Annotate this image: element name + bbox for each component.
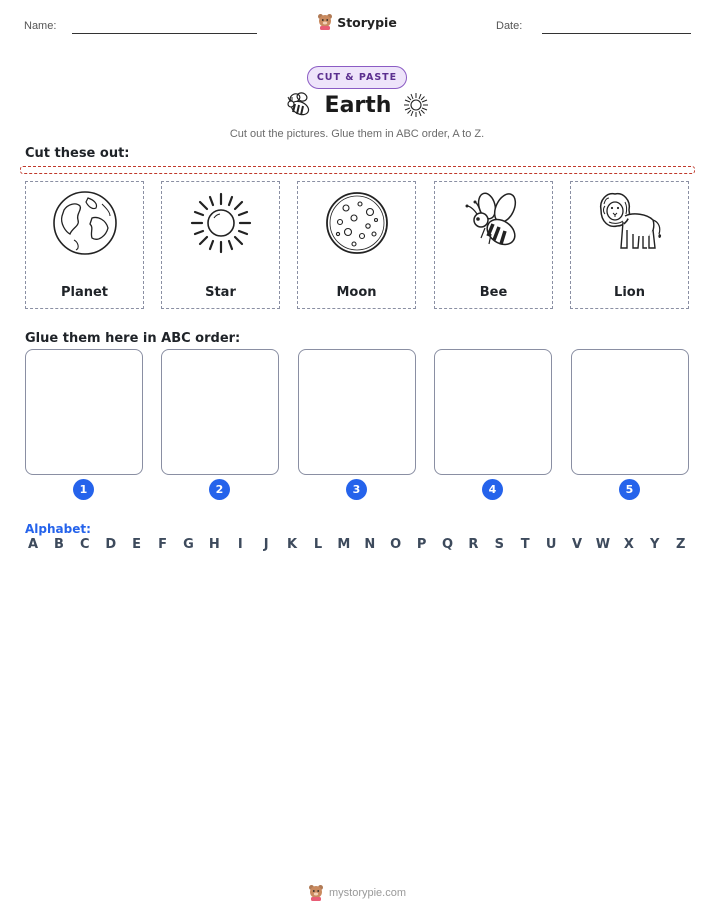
- alphabet-letter: U: [545, 537, 557, 552]
- alphabet-letter: D: [105, 537, 117, 552]
- order-number-1: 1: [73, 479, 94, 500]
- alphabet-letter: R: [468, 537, 479, 552]
- glue-box-2[interactable]: [161, 349, 279, 475]
- cut-line: [20, 166, 695, 174]
- cut-paste-badge: CUT & PASTE: [307, 66, 407, 89]
- planet-icon: [52, 190, 118, 256]
- cut-card-bee[interactable]: [434, 181, 553, 309]
- bee-icon: [285, 92, 313, 118]
- name-line: [72, 33, 257, 34]
- alphabet-letter: M: [337, 537, 351, 552]
- alphabet-letter: N: [364, 537, 376, 552]
- cut-card-label: Star: [205, 285, 236, 300]
- glue-box-5[interactable]: [571, 349, 689, 475]
- footer: [0, 884, 714, 902]
- alphabet-letter: I: [237, 537, 243, 552]
- alphabet-letter: Y: [650, 537, 660, 552]
- alphabet-letter: T: [520, 537, 530, 552]
- date-label: Date:: [496, 20, 523, 32]
- alphabet-letter: V: [572, 537, 583, 552]
- alphabet-letter: X: [623, 537, 634, 552]
- cut-card-label: Moon: [336, 285, 377, 300]
- cut-card-moon[interactable]: [297, 181, 416, 309]
- alphabet-letter: W: [595, 537, 611, 552]
- alphabet-letter: C: [80, 537, 90, 552]
- alphabet-letter: F: [158, 537, 167, 552]
- cut-card-label: Bee: [479, 285, 508, 300]
- alphabet-letter: O: [390, 537, 402, 552]
- alphabet-letter: L: [313, 537, 323, 552]
- lion-icon: [597, 190, 663, 256]
- name-label: Name:: [24, 20, 57, 32]
- date-line: [542, 33, 691, 34]
- order-number-2: 2: [209, 479, 230, 500]
- cut-card-planet[interactable]: [25, 181, 144, 309]
- cut-card-label: Planet: [60, 285, 109, 300]
- alphabet-letter: S: [494, 537, 504, 552]
- glue-section-heading: Glue them here in ABC order:: [25, 331, 241, 346]
- title-row: [0, 92, 714, 118]
- alphabet-letter: G: [183, 537, 194, 552]
- instructions: Cut out the pictures. Glue them in ABC order, A to Z.: [229, 128, 485, 140]
- footer-url[interactable]: mystorypie.com: [328, 887, 407, 899]
- moon-icon: [324, 190, 390, 256]
- alphabet-row: [25, 537, 689, 552]
- alphabet-letter: Q: [441, 537, 454, 552]
- alphabet-letter: A: [27, 537, 39, 552]
- brand-name: Storypie: [337, 14, 397, 30]
- alphabet-letter: P: [416, 537, 427, 552]
- sun-icon: [403, 92, 429, 118]
- order-number-4: 4: [482, 479, 503, 500]
- page-title: Earth: [324, 92, 392, 118]
- cut-card-label: Lion: [614, 285, 645, 300]
- cut-section-heading: Cut these out:: [25, 146, 130, 161]
- bear-logo-icon: [317, 13, 333, 31]
- cut-card-lion[interactable]: [570, 181, 689, 309]
- alphabet-letter: J: [263, 537, 269, 552]
- cut-card-star[interactable]: [161, 181, 280, 309]
- bee-icon: [461, 190, 527, 256]
- order-number-5: 5: [619, 479, 640, 500]
- alphabet-letter: K: [287, 537, 298, 552]
- alphabet-letter: H: [208, 537, 220, 552]
- bear-logo-icon: [308, 884, 324, 902]
- glue-box-4[interactable]: [434, 349, 552, 475]
- alphabet-letter: Z: [675, 537, 686, 552]
- alphabet-heading: Alphabet:: [25, 522, 91, 536]
- glue-box-1[interactable]: [25, 349, 143, 475]
- brand-logo: [0, 13, 714, 31]
- glue-box-3[interactable]: [298, 349, 416, 475]
- alphabet-letter: E: [132, 537, 142, 552]
- alphabet-letter: B: [53, 537, 64, 552]
- star-sun-icon: [188, 190, 254, 256]
- order-number-3: 3: [346, 479, 367, 500]
